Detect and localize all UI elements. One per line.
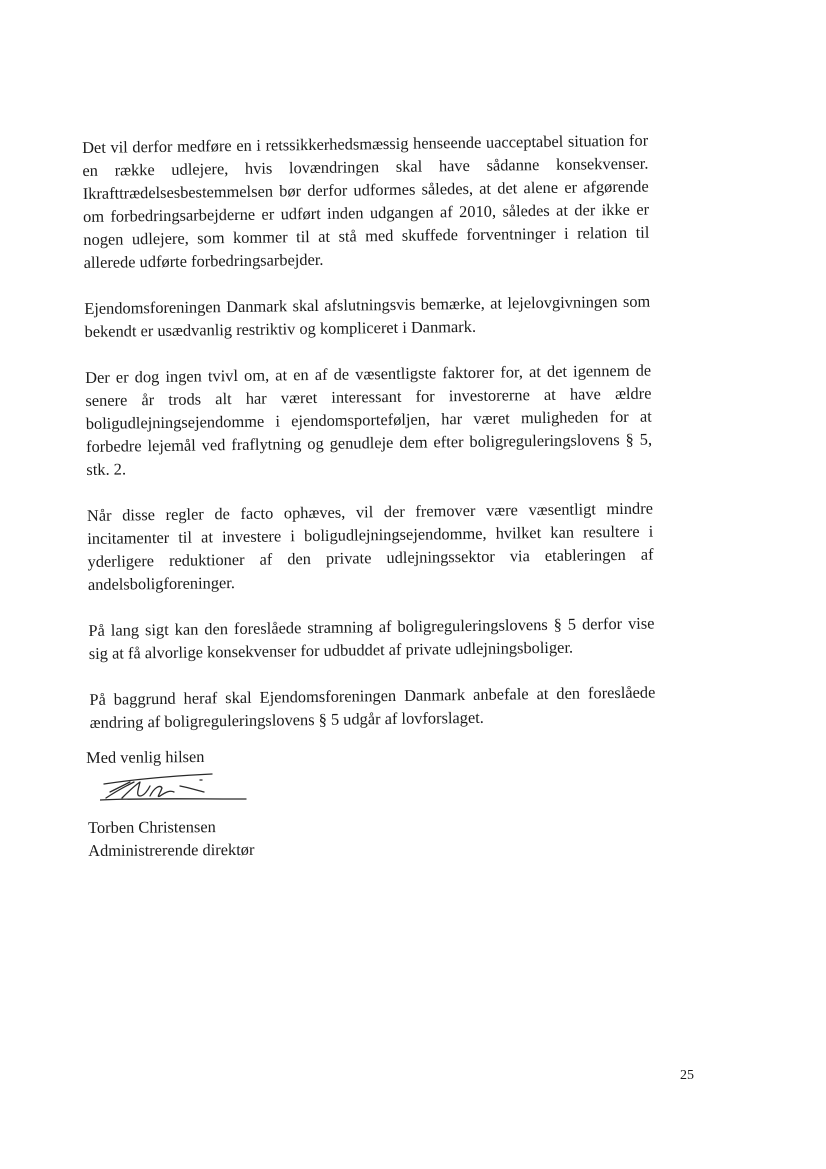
paragraph-anbefaling: På baggrund heraf skal Ejendomsforeningen Danmark anbefale at den foreslåede ændring af boligreguleringslovens § 5 udgår af lovforslaget. xyxy=(89,682,656,732)
handwritten-signature xyxy=(100,768,250,808)
paragraph-retssikkerhed: Det vil derfor medføre en i retssikkerhedsmæssig henseende uacceptabel situation for en række udlejere, hvis lovændringen skal have sådanne konsekvenser. Ikrafttrædelsesbestemmelsen bør derfor udformes således, at det alene er afgørende om forbedringsarbejderne er udført inden udgangen af 2010, således at der ikke er nogen udlejere, som kommer til at stå med skuffede forventninger i relation til allerede udførte forbedringsarbejder. xyxy=(82,130,650,272)
page-number: 25 xyxy=(680,1068,694,1083)
paragraph-lang-sigt: På lang sigt kan den foreslåede stramning af boligreguleringslovens § 5 derfor vise sig at få alvorlige konsekvenser for udbuddet af private udlejningsboliger. xyxy=(88,613,655,663)
signer-title: Administrerende direktør xyxy=(88,839,255,860)
signer-block xyxy=(88,815,254,862)
paragraph-investorer: Der er dog ingen tvivl om, at en af de væsentligste faktorer for, at det igennem de senere år trods alt har været interessant for investorerne at have ældre boligudlejningsejendomme i ejendomsporteføljen, har været muligheden for at forbedre lejemål ved fraflytning og genudleje dem efter boligreguleringslovens § 5, stk. 2. xyxy=(85,360,653,479)
signer-name: Torben Christensen xyxy=(88,817,216,837)
paragraph-incitamenter: Når disse regler de facto ophæves, vil der fremover være væsentligt mindre incitamenter til at investere i boligudlejningsejendomme, hvilket kan resultere i yderligere reduktioner af den private udlejningssektor via etableringen af andelsboligforeninger. xyxy=(86,498,654,594)
letter-body xyxy=(82,129,656,734)
paragraph-afslutningsvis: Ejendomsforeningen Danmark skal afslutningsvis bemærke, at lejelovgivningen som bekendt er usædvanlig restriktiv og kompliceret i Danmark. xyxy=(84,291,651,341)
closing-salutation: Med venlig hilsen xyxy=(86,746,205,767)
